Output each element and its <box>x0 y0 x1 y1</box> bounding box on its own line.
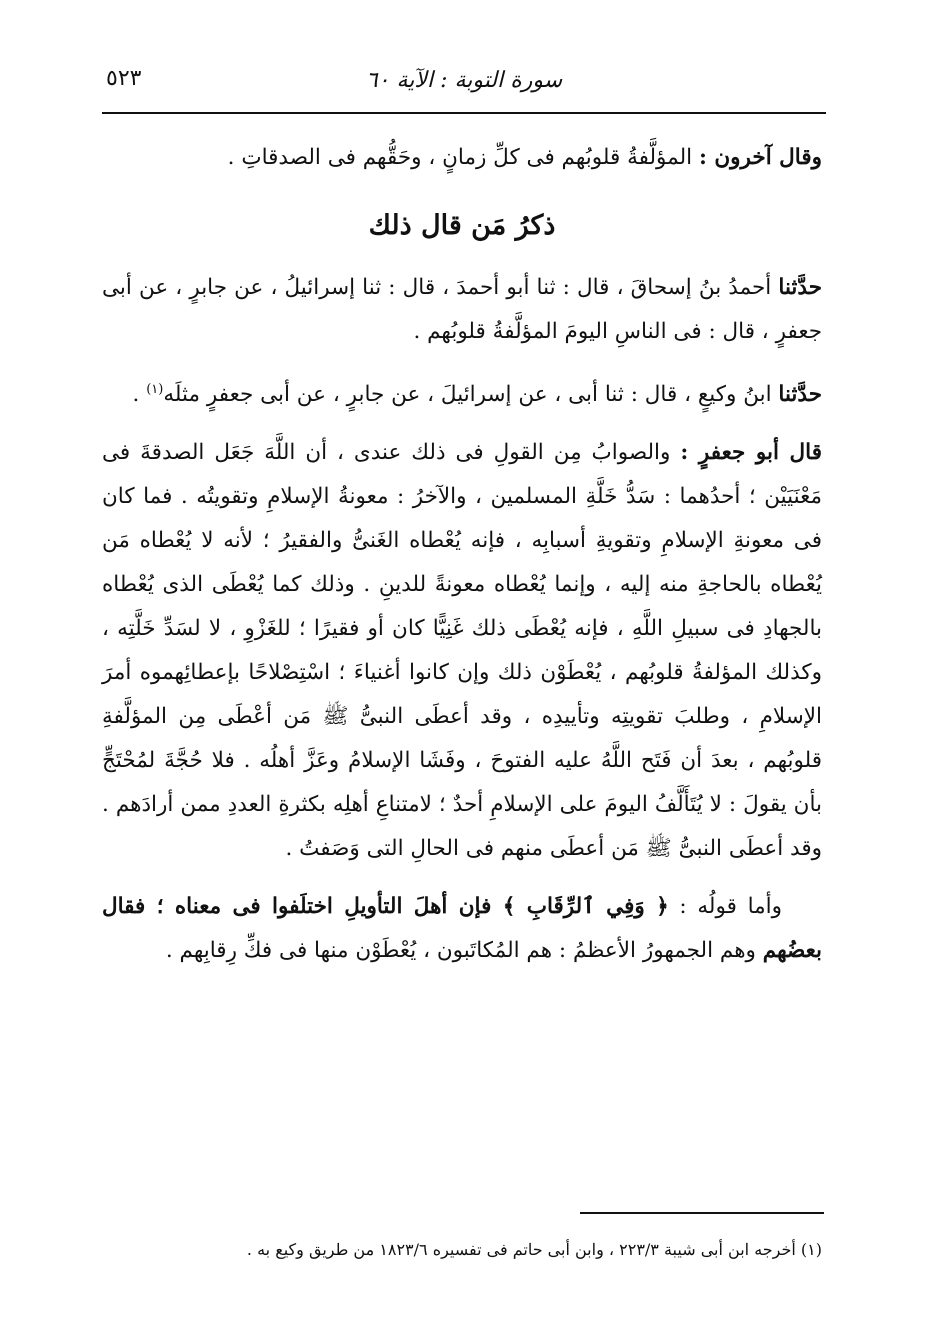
quran-quote: ﴿ وَفِي ٱلرِّقَابِ ﴾ <box>502 894 669 920</box>
paragraph-4 <box>102 431 822 871</box>
paragraph-3-lead: حدَّثنا <box>778 382 822 408</box>
paragraph-2-lead: حدَّثنا <box>778 275 822 300</box>
paragraph-4-lead: قال أبو جعفرٍ : <box>680 440 822 466</box>
paragraph-5 <box>102 885 822 973</box>
paragraph-3-text: ابنُ وكيعٍ ، قال : ثنا أبى ، عن إسرائيلَ ، عن جابرٍ ، عن أبى جعفرٍ مثلَه <box>163 382 779 408</box>
paragraph-5-bold: فإن أهلَ التأويلِ اختلَفوا فى معناه ؛ فقال بعضُهم <box>102 894 822 964</box>
paragraph-2-text: أحمدُ بنُ إسحاقَ ، قال : ثنا أبو أحمدَ ، قال : ثنا إسرائيلُ ، عن جابرٍ ، عن أبى جعفرٍ ، قال : فى الناسِ اليومَ المؤلَّفةُ قلوبُهم . <box>102 275 822 344</box>
footnote-ref: (١) <box>146 382 164 397</box>
running-title: سورة التوبة : الآية ٦٠ <box>365 67 563 93</box>
paragraph-4-text: والصوابُ مِن القولِ فى ذلك عندى ، أن اللَّهَ جَعَل الصدقةَ فى مَعْنَيَيْن ؛ أحدُهما : سَدُّ خَلَّةِ المسلمين ، والآخرُ : معونةُ الإسلامِ وتقويتُه . فما كان فى معونةِ الإسلامِ وتقويةِ أسبابِه ، فإنه يُعْطاه الغَنىُّ والفقيرُ ؛ لأنه لا يُعْطاه مَن يُعْطاه بالحاجةِ منه إليه ، وإنما يُعْطاه معونةً للدينِ . وذلك كما يُعْطَى الذى يُعْطاه بالجهادِ فى سبيلِ اللَّهِ ، فإنه يُعْطَى ذلك غَنِيًّا كان أو فقيرًا ؛ للغَزْوِ ، لا لسَدِّ خَلَّتِه ، وكذلك المؤلفةُ قلوبُهم ، يُعْطَوْن ذلك وإن كانوا أغنياءَ ؛ اسْتِصْلاحًا بإعطائِهموه أمرَ الإسلامِ ، وطلبَ تقويتِه وتأييدِه ، وقد أعطَى النبىُّ ﷺ مَن أعْطَى مِن المؤلَّفةِ قلوبُهم ، بعدَ أن فَتَح اللَّهُ عليه الفتوحَ ، وفَشَا الإسلامُ وعَزَّ أهلُه . فلا حُجَّةَ لمُحْتَجٍّ بأن يقولَ : لا يُتَأَلَّفُ اليومَ على الإسلامِ أحدٌ ؛ لامتناعِ أهلِه بكثرةِ العددِ ممن أرادَهم . وقد أعطَى النبىُّ ﷺ مَن أعطَى منهم فى الحالِ التى وَصَفتُ . <box>102 440 822 862</box>
paragraph-3-end: . <box>132 382 147 408</box>
footnote: (١) أخرجه ابن أبى شيبة ٢٢٣/٣ ، وابن أبى حاتم فى تفسيره ١٨٢٣/٦ من طريق وكيع به . <box>246 1240 822 1259</box>
page-header <box>102 58 826 102</box>
paragraph-1 <box>102 136 822 180</box>
main-text <box>102 136 822 987</box>
paragraph-5-lead: وأما قولُه : <box>668 894 782 920</box>
header-rule <box>102 112 826 114</box>
paragraph-2 <box>102 266 822 354</box>
section-heading: ذكرُ مَن قال ذلك <box>368 210 556 241</box>
page-number: ٥٢٣ <box>106 66 142 91</box>
paragraph-3 <box>102 368 822 417</box>
footnote-rule <box>580 1212 824 1214</box>
paragraph-5-text: وهم الجمهورُ الأعظمُ : هم المُكاتَبون ، يُعْطَوْن منها فى فكِّ رِقابِهم . <box>165 938 763 964</box>
paragraph-1-text: المؤلَّفةُ قلوبُهم فى كلِّ زمانٍ ، وحَقُّهم فى الصدقاتِ . <box>227 145 699 170</box>
paragraph-1-lead: وقال آخرون : <box>698 145 822 170</box>
